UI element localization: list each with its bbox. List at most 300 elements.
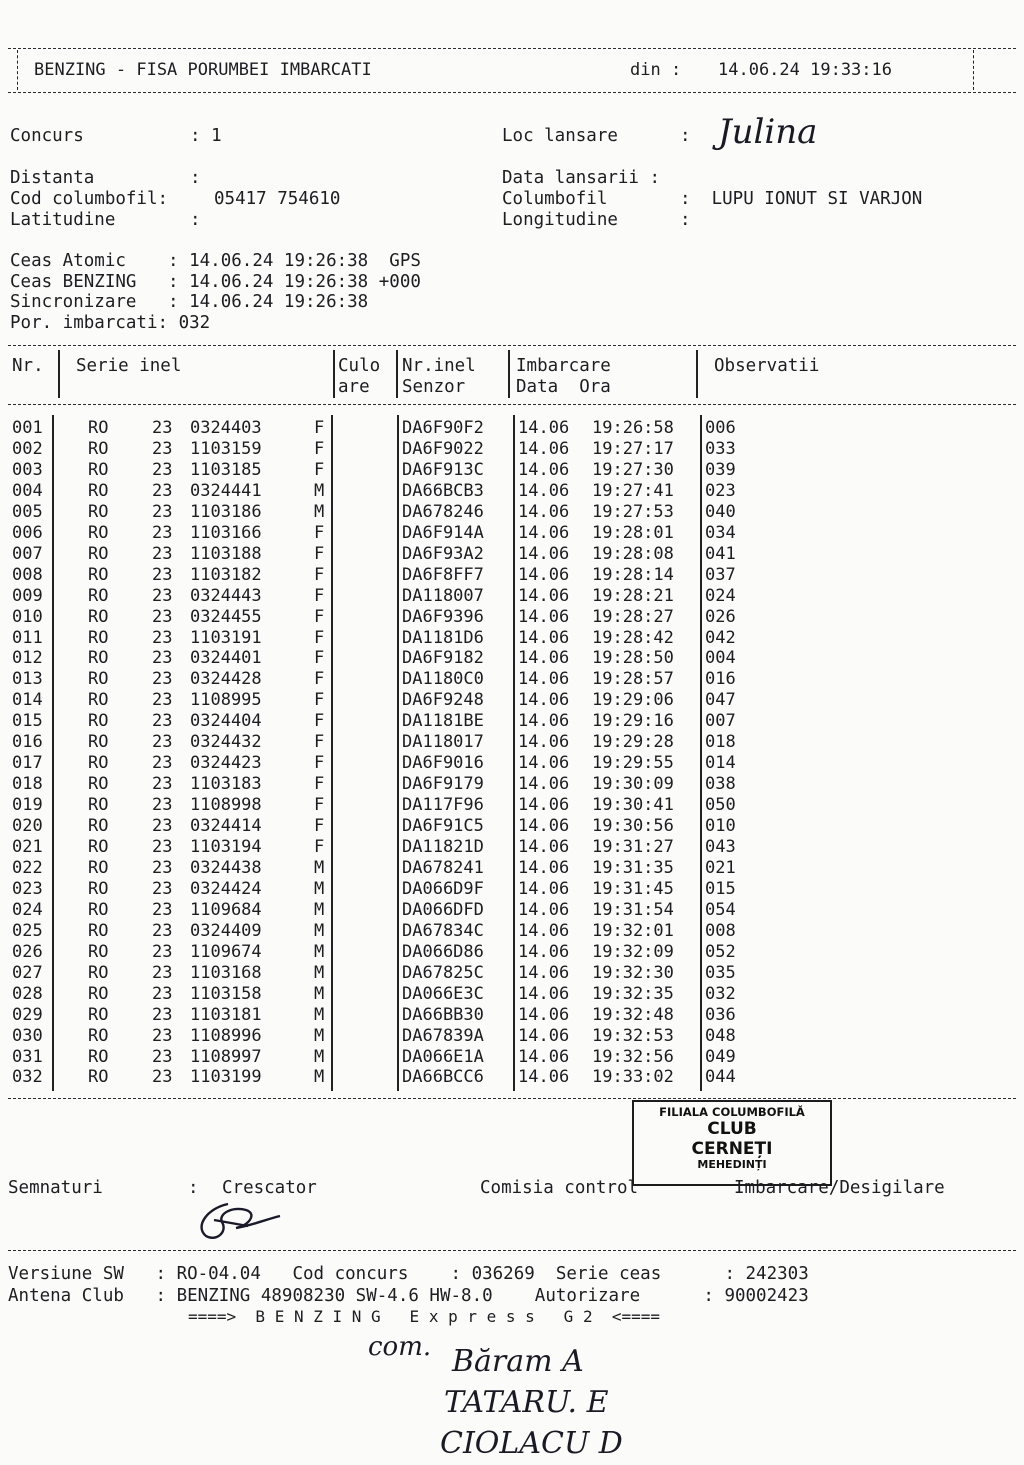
header-sep-1 (58, 350, 60, 398)
cell-nr: 015 (12, 711, 43, 732)
cell-obs: 016 (705, 669, 736, 690)
cell-inel: 1103199 (190, 1067, 262, 1088)
table-row (0, 628, 1024, 649)
table-row (0, 502, 1024, 523)
cell-ora: 19:28:08 (592, 543, 674, 564)
header-right-border (973, 50, 974, 90)
col-header-nrinel-1: Nr.inel (402, 356, 476, 376)
cell-ora: 19:28:01 (592, 522, 674, 543)
cell-senzor: DA67834C (402, 920, 484, 941)
cell-an: 23 (152, 648, 173, 669)
cell-sex: M (314, 1067, 325, 1088)
semnaturi-label: Semnaturi (8, 1178, 103, 1198)
cell-nr: 006 (12, 522, 43, 543)
cell-senzor: DA6F9248 (402, 690, 484, 711)
cell-ora: 19:30:56 (592, 816, 674, 837)
cell-data: 14.06 (518, 962, 570, 983)
table-row (0, 732, 1024, 753)
cell-sex: F (314, 627, 325, 648)
cell-tara: RO (88, 438, 109, 459)
club-stamp (632, 1100, 832, 1186)
cell-inel: 1103168 (190, 962, 262, 983)
cell-ora: 19:31:35 (592, 857, 674, 878)
cell-tara: RO (88, 543, 109, 564)
cell-ora: 19:28:50 (592, 648, 674, 669)
cell-senzor: DA6F9022 (402, 438, 484, 459)
cell-senzor: DA1181BE (402, 711, 484, 732)
cell-an: 23 (152, 1046, 173, 1067)
cell-data: 14.06 (518, 438, 570, 459)
cell-data: 14.06 (518, 983, 570, 1004)
col-header-imbarcare-1: Imbarcare (516, 356, 611, 376)
cell-data: 14.06 (518, 1025, 570, 1046)
cell-senzor: DA118017 (402, 732, 484, 753)
table-row (0, 418, 1024, 439)
col-header-culoare-2: are (338, 377, 370, 397)
table-row (0, 1005, 1024, 1026)
cell-data: 14.06 (518, 585, 570, 606)
cell-nr: 028 (12, 983, 43, 1004)
por-imbarcati: Por. imbarcati: 032 (10, 313, 211, 333)
cell-senzor: DA066DFD (402, 899, 484, 920)
cell-sex: M (314, 920, 325, 941)
cell-data: 14.06 (518, 627, 570, 648)
cell-sex: F (314, 690, 325, 711)
print-timestamp: 14.06.24 19:33:16 (718, 60, 892, 80)
cell-sex: F (314, 732, 325, 753)
cell-inel: 1103185 (190, 459, 262, 480)
cell-obs: 041 (705, 543, 736, 564)
concurs-label: Concurs (10, 126, 84, 146)
loc-lansare-label: Loc lansare (502, 126, 618, 146)
cell-nr: 025 (12, 920, 43, 941)
cell-tara: RO (88, 774, 109, 795)
cell-obs: 026 (705, 606, 736, 627)
cell-tara: RO (88, 837, 109, 857)
cell-obs: 032 (705, 983, 736, 1004)
cell-sex: M (314, 899, 325, 920)
cod-columbofil-label: Cod columbofil: (10, 189, 169, 209)
table-row (0, 690, 1024, 711)
cell-inel: 0324428 (190, 669, 262, 690)
stamp-line-2: CLUB (707, 1119, 757, 1139)
cell-obs: 044 (705, 1067, 736, 1088)
cell-data: 14.06 (518, 459, 570, 480)
cell-ora: 19:33:02 (592, 1067, 674, 1088)
cell-inel: 1108997 (190, 1046, 262, 1067)
cell-an: 23 (152, 564, 173, 585)
cell-an: 23 (152, 627, 173, 648)
cell-sex: F (314, 837, 325, 857)
cell-senzor: DA66BCB3 (402, 480, 484, 501)
cell-ora: 19:27:53 (592, 501, 674, 522)
cell-inel: 0324403 (190, 418, 262, 438)
cell-sex: F (314, 753, 325, 774)
cell-senzor: DA1181D6 (402, 627, 484, 648)
header-sep-5 (696, 350, 698, 398)
cell-nr: 010 (12, 606, 43, 627)
cell-ora: 19:28:14 (592, 564, 674, 585)
cell-obs: 015 (705, 878, 736, 899)
cell-tara: RO (88, 522, 109, 543)
cell-senzor: DA1180C0 (402, 669, 484, 690)
cell-sex: F (314, 648, 325, 669)
cell-sex: M (314, 1046, 325, 1067)
cell-obs: 039 (705, 459, 736, 480)
cell-obs: 048 (705, 1025, 736, 1046)
cell-nr: 012 (12, 648, 43, 669)
cell-senzor: DA66BCC6 (402, 1067, 484, 1088)
cell-obs: 042 (705, 627, 736, 648)
cell-obs: 043 (705, 837, 736, 857)
ceas-atomic: Ceas Atomic : 14.06.24 19:26:38 GPS (10, 251, 421, 271)
table-row (0, 711, 1024, 732)
cell-ora: 19:29:55 (592, 753, 674, 774)
handwritten-name-2: TATARU. E (444, 1385, 609, 1420)
cell-inel: 1108995 (190, 690, 262, 711)
cell-tara: RO (88, 690, 109, 711)
cell-an: 23 (152, 690, 173, 711)
cell-inel: 0324441 (190, 480, 262, 501)
cell-an: 23 (152, 501, 173, 522)
cell-an: 23 (152, 669, 173, 690)
document-title: BENZING - FISA PORUMBEI IMBARCATI (34, 60, 372, 80)
col-header-culoare-1: Culo (338, 356, 381, 376)
cell-sex: M (314, 941, 325, 962)
ceas-benzing: Ceas BENZING : 14.06.24 19:26:38 +000 (10, 272, 421, 292)
cell-nr: 026 (12, 941, 43, 962)
cell-tara: RO (88, 627, 109, 648)
table-header-top-border (8, 345, 1016, 346)
cell-senzor: DA6F9396 (402, 606, 484, 627)
din-label: din : (630, 60, 682, 80)
cell-tara: RO (88, 962, 109, 983)
concurs-value: : 1 (190, 126, 222, 146)
table-row (0, 837, 1024, 858)
cell-nr: 004 (12, 480, 43, 501)
cell-ora: 19:27:41 (592, 480, 674, 501)
cell-senzor: DA6F91C5 (402, 816, 484, 837)
table-row (0, 439, 1024, 460)
cell-senzor: DA117F96 (402, 795, 484, 816)
cell-inel: 0324438 (190, 857, 262, 878)
cell-inel: 1109674 (190, 941, 262, 962)
cell-senzor: DA066D86 (402, 941, 484, 962)
cell-tara: RO (88, 1067, 109, 1088)
cell-nr: 002 (12, 438, 43, 459)
cell-tara: RO (88, 480, 109, 501)
cell-an: 23 (152, 711, 173, 732)
cell-nr: 018 (12, 774, 43, 795)
col-header-imbarcare-2: Data Ora (516, 377, 611, 397)
cell-obs: 047 (705, 690, 736, 711)
cell-nr: 031 (12, 1046, 43, 1067)
cell-nr: 008 (12, 564, 43, 585)
table-row (0, 460, 1024, 481)
loc-lansare-handwritten: Julina (718, 112, 818, 152)
cell-an: 23 (152, 962, 173, 983)
cell-an: 23 (152, 522, 173, 543)
cell-data: 14.06 (518, 711, 570, 732)
cell-nr: 005 (12, 501, 43, 522)
cell-an: 23 (152, 816, 173, 837)
cell-an: 23 (152, 732, 173, 753)
cell-an: 23 (152, 438, 173, 459)
cell-ora: 19:27:17 (592, 438, 674, 459)
cell-an: 23 (152, 774, 173, 795)
cell-inel: 1103194 (190, 837, 262, 857)
cell-nr: 020 (12, 816, 43, 837)
cell-senzor: DA66BB30 (402, 1004, 484, 1025)
cell-sex: M (314, 857, 325, 878)
cell-ora: 19:29:28 (592, 732, 674, 753)
cell-data: 14.06 (518, 1046, 570, 1067)
cell-sex: F (314, 522, 325, 543)
table-row (0, 1026, 1024, 1047)
cell-obs: 049 (705, 1046, 736, 1067)
cell-tara: RO (88, 899, 109, 920)
cell-nr: 027 (12, 962, 43, 983)
cell-sex: F (314, 585, 325, 606)
cell-tara: RO (88, 983, 109, 1004)
table-row (0, 481, 1024, 502)
stamp-line-1: FILIALA COLUMBOFILĂ (659, 1105, 805, 1119)
distanta-label: Distanta (10, 168, 95, 188)
cell-inel: 1103188 (190, 543, 262, 564)
cell-ora: 19:28:42 (592, 627, 674, 648)
cell-ora: 19:30:09 (592, 774, 674, 795)
cell-an: 23 (152, 543, 173, 564)
cell-an: 23 (152, 753, 173, 774)
cell-an: 23 (152, 920, 173, 941)
cell-senzor: DA118007 (402, 585, 484, 606)
cell-senzor: DA6F8FF7 (402, 564, 484, 585)
cell-sex: M (314, 501, 325, 522)
longitudine-value: : (680, 210, 691, 230)
cell-data: 14.06 (518, 857, 570, 878)
cell-an: 23 (152, 606, 173, 627)
cell-nr: 017 (12, 753, 43, 774)
cell-data: 14.06 (518, 837, 570, 857)
cell-nr: 016 (12, 732, 43, 753)
cell-sex: M (314, 1025, 325, 1046)
cod-columbofil-value: 05417 754610 (214, 189, 341, 209)
header-top-border (8, 48, 1016, 49)
table-row (0, 795, 1024, 816)
cell-inel: 1103158 (190, 983, 262, 1004)
cell-data: 14.06 (518, 564, 570, 585)
cell-obs: 018 (705, 732, 736, 753)
cell-inel: 0324432 (190, 732, 262, 753)
cell-tara: RO (88, 878, 109, 899)
cell-tara: RO (88, 606, 109, 627)
cell-inel: 0324443 (190, 585, 262, 606)
cell-ora: 19:32:01 (592, 920, 674, 941)
cell-tara: RO (88, 501, 109, 522)
table-row (0, 523, 1024, 544)
cell-tara: RO (88, 920, 109, 941)
cell-data: 14.06 (518, 795, 570, 816)
cell-nr: 003 (12, 459, 43, 480)
table-row (0, 1047, 1024, 1068)
table-row (0, 921, 1024, 942)
stamp-line-4: MEHEDINȚI (697, 1158, 767, 1171)
cell-nr: 030 (12, 1025, 43, 1046)
cell-inel: 0324409 (190, 920, 262, 941)
cell-nr: 014 (12, 690, 43, 711)
cell-nr: 021 (12, 837, 43, 857)
versiune-sw-line: Versiune SW : RO-04.04 Cod concurs : 036269 Serie ceas : 242303 (8, 1264, 809, 1284)
cell-tara: RO (88, 648, 109, 669)
handwritten-name-3: CIOLACU D (440, 1426, 623, 1461)
cell-ora: 19:29:16 (592, 711, 674, 732)
cell-ora: 19:27:30 (592, 459, 674, 480)
cell-an: 23 (152, 418, 173, 438)
table-row (0, 544, 1024, 565)
cell-ora: 19:32:48 (592, 1004, 674, 1025)
cell-senzor: DA678241 (402, 857, 484, 878)
table-row (0, 900, 1024, 921)
table-row (0, 648, 1024, 669)
cell-inel: 1103181 (190, 1004, 262, 1025)
cell-inel: 1103182 (190, 564, 262, 585)
cell-tara: RO (88, 711, 109, 732)
cell-senzor: DA6F914A (402, 522, 484, 543)
cell-obs: 054 (705, 899, 736, 920)
stamp-line-3: CERNEȚI (691, 1139, 773, 1159)
cell-ora: 19:28:57 (592, 669, 674, 690)
cell-nr: 022 (12, 857, 43, 878)
cell-tara: RO (88, 1025, 109, 1046)
cell-tara: RO (88, 418, 109, 438)
handwritten-name-1: Băram A (452, 1344, 584, 1379)
cell-tara: RO (88, 669, 109, 690)
cell-tara: RO (88, 816, 109, 837)
cell-senzor: DA6F9182 (402, 648, 484, 669)
table-bottom-border (8, 1098, 1016, 1099)
cell-senzor: DA6F913C (402, 459, 484, 480)
cell-obs: 040 (705, 501, 736, 522)
table-row (0, 942, 1024, 963)
loc-lansare-colon: : (680, 126, 691, 146)
antena-club-line: Antena Club : BENZING 48908230 SW-4.6 HW-8.0 Autorizare : 90002423 (8, 1286, 809, 1306)
cell-tara: RO (88, 732, 109, 753)
cell-senzor: DA11821D (402, 837, 484, 857)
cell-obs: 035 (705, 962, 736, 983)
semnaturi-colon: : (188, 1178, 199, 1198)
cell-nr: 024 (12, 899, 43, 920)
cell-obs: 008 (705, 920, 736, 941)
cell-data: 14.06 (518, 920, 570, 941)
cell-nr: 029 (12, 1004, 43, 1025)
cell-senzor: DA6F90F2 (402, 418, 484, 438)
cell-data: 14.06 (518, 941, 570, 962)
cell-data: 14.06 (518, 522, 570, 543)
latitudine-value: : (190, 210, 201, 230)
cell-an: 23 (152, 857, 173, 878)
cell-obs: 004 (705, 648, 736, 669)
cell-tara: RO (88, 585, 109, 606)
cell-tara: RO (88, 857, 109, 878)
cell-sex: F (314, 795, 325, 816)
cell-tara: RO (88, 795, 109, 816)
cell-data: 14.06 (518, 753, 570, 774)
footer-top-border (8, 1250, 1016, 1251)
cell-data: 14.06 (518, 606, 570, 627)
distanta-value: : (190, 168, 201, 188)
crescator-signature (188, 1196, 298, 1246)
cell-inel: 0324401 (190, 648, 262, 669)
cell-ora: 19:32:56 (592, 1046, 674, 1067)
columbofil-value: : LUPU IONUT SI VARJON (680, 189, 923, 209)
cell-sex: M (314, 878, 325, 899)
cell-nr: 032 (12, 1067, 43, 1088)
cell-senzor: DA6F9179 (402, 774, 484, 795)
col-header-serie: Serie inel (76, 356, 182, 376)
cell-data: 14.06 (518, 774, 570, 795)
cell-an: 23 (152, 459, 173, 480)
cell-ora: 19:32:30 (592, 962, 674, 983)
cell-obs: 037 (705, 564, 736, 585)
cell-sex: F (314, 816, 325, 837)
cell-an: 23 (152, 1067, 173, 1088)
cell-data: 14.06 (518, 690, 570, 711)
cell-sex: M (314, 962, 325, 983)
cell-tara: RO (88, 1046, 109, 1067)
cell-senzor: DA67839A (402, 1025, 484, 1046)
cell-inel: 1109684 (190, 899, 262, 920)
cell-data: 14.06 (518, 543, 570, 564)
cell-ora: 19:32:35 (592, 983, 674, 1004)
crescator-label: Crescator (222, 1178, 317, 1198)
cell-sex: M (314, 1004, 325, 1025)
cell-nr: 011 (12, 627, 43, 648)
cell-inel: 0324423 (190, 753, 262, 774)
cell-inel: 0324455 (190, 606, 262, 627)
cell-an: 23 (152, 1025, 173, 1046)
cell-obs: 006 (705, 418, 736, 438)
cell-sex: M (314, 983, 325, 1004)
table-row (0, 753, 1024, 774)
table-header-bottom-border (8, 404, 1016, 405)
cell-senzor: DA678246 (402, 501, 484, 522)
table-row (0, 963, 1024, 984)
cell-sex: F (314, 418, 325, 438)
cell-sex: F (314, 606, 325, 627)
cell-nr: 007 (12, 543, 43, 564)
cell-data: 14.06 (518, 1004, 570, 1025)
cell-obs: 021 (705, 857, 736, 878)
cell-inel: 1103186 (190, 501, 262, 522)
cell-an: 23 (152, 941, 173, 962)
table-row (0, 879, 1024, 900)
cell-nr: 009 (12, 585, 43, 606)
cell-senzor: DA066E1A (402, 1046, 484, 1067)
latitudine-label: Latitudine (10, 210, 116, 230)
header-sep-4 (508, 350, 510, 398)
cell-tara: RO (88, 564, 109, 585)
cell-obs: 052 (705, 941, 736, 962)
data-lansarii-label: Data lansarii : (502, 168, 661, 188)
cell-senzor: DA6F93A2 (402, 543, 484, 564)
cell-obs: 014 (705, 753, 736, 774)
cell-inel: 1108996 (190, 1025, 262, 1046)
cell-data: 14.06 (518, 648, 570, 669)
col-header-nrinel-2: Senzor (402, 377, 466, 397)
table-row (0, 816, 1024, 837)
cell-senzor: DA066D9F (402, 878, 484, 899)
cell-sex: F (314, 774, 325, 795)
